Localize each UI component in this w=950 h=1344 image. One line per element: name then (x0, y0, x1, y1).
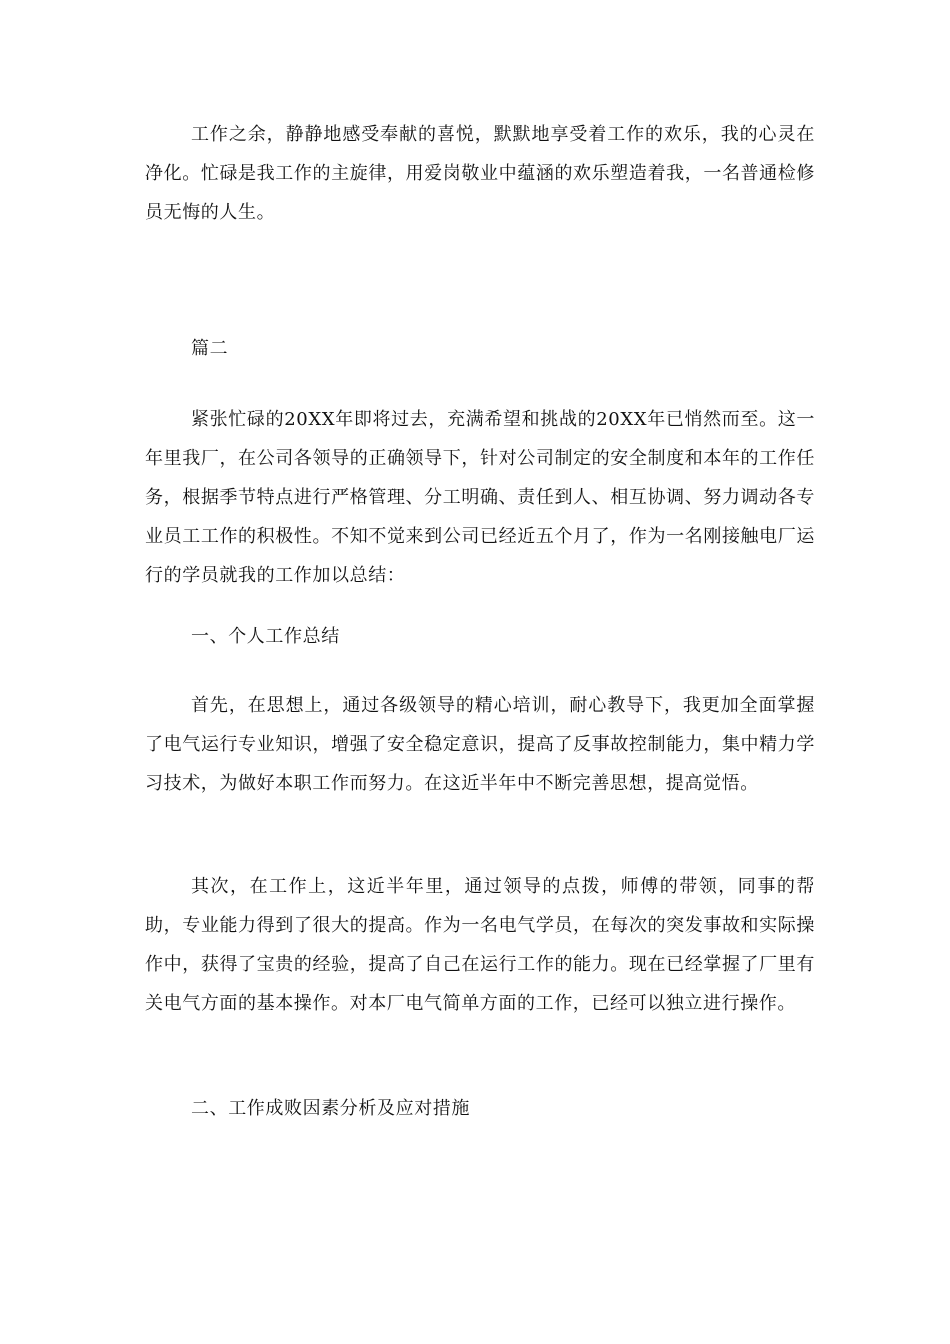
heading-personal-summary: 一、个人工作总结 (191, 626, 340, 647)
paragraph-intro: 紧张忙碌的20XX年即将过去，充满希望和挑战的20XX年已悄然而至。这一年里我厂，在公司各领导的正确领导下，针对公司制定的安全制度和本年的工作任务，根据季节特点进行严格管理、分工明确、责任到人、相互协调、努力调动各专业员工工作的积极性。不知不觉来到公司已经近五个月了，作为一名刚接触电厂运行的学员就我的工作加以总结： (145, 409, 815, 586)
paragraph-thinking: 首先，在思想上，通过各级领导的精心培训，耐心教导下，我更加全面掌握了电气运行专业知识，增强了安全稳定意识，提高了反事故控制能力，集中精力学习技术，为做好本职工作而努力。在这近半年中不断完善思想，提高觉悟。 (145, 695, 815, 794)
paragraph-dedication: 工作之余，静静地感受奉献的喜悦，默默地享受着工作的欢乐，我的心灵在净化。忙碌是我工作的主旋律，用爱岗敬业中蕴涵的欢乐塑造着我，一名普通检修员无悔的人生。 (145, 124, 815, 223)
heading-analysis: 二、工作成败因素分析及应对措施 (191, 1098, 470, 1119)
section-title: 篇二 (191, 338, 229, 359)
paragraph-work: 其次，在工作上，这近半年里，通过领导的点拨，师傅的带领，同事的帮助，专业能力得到了很大的提高。作为一名电气学员，在每次的突发事故和实际操作中，获得了宝贵的经验，提高了自己在运行工作的能力。现在已经掌握了厂里有关电气方面的基本操作。对本厂电气简单方面的工作，已经可以独立进行操作。 (145, 876, 815, 1014)
